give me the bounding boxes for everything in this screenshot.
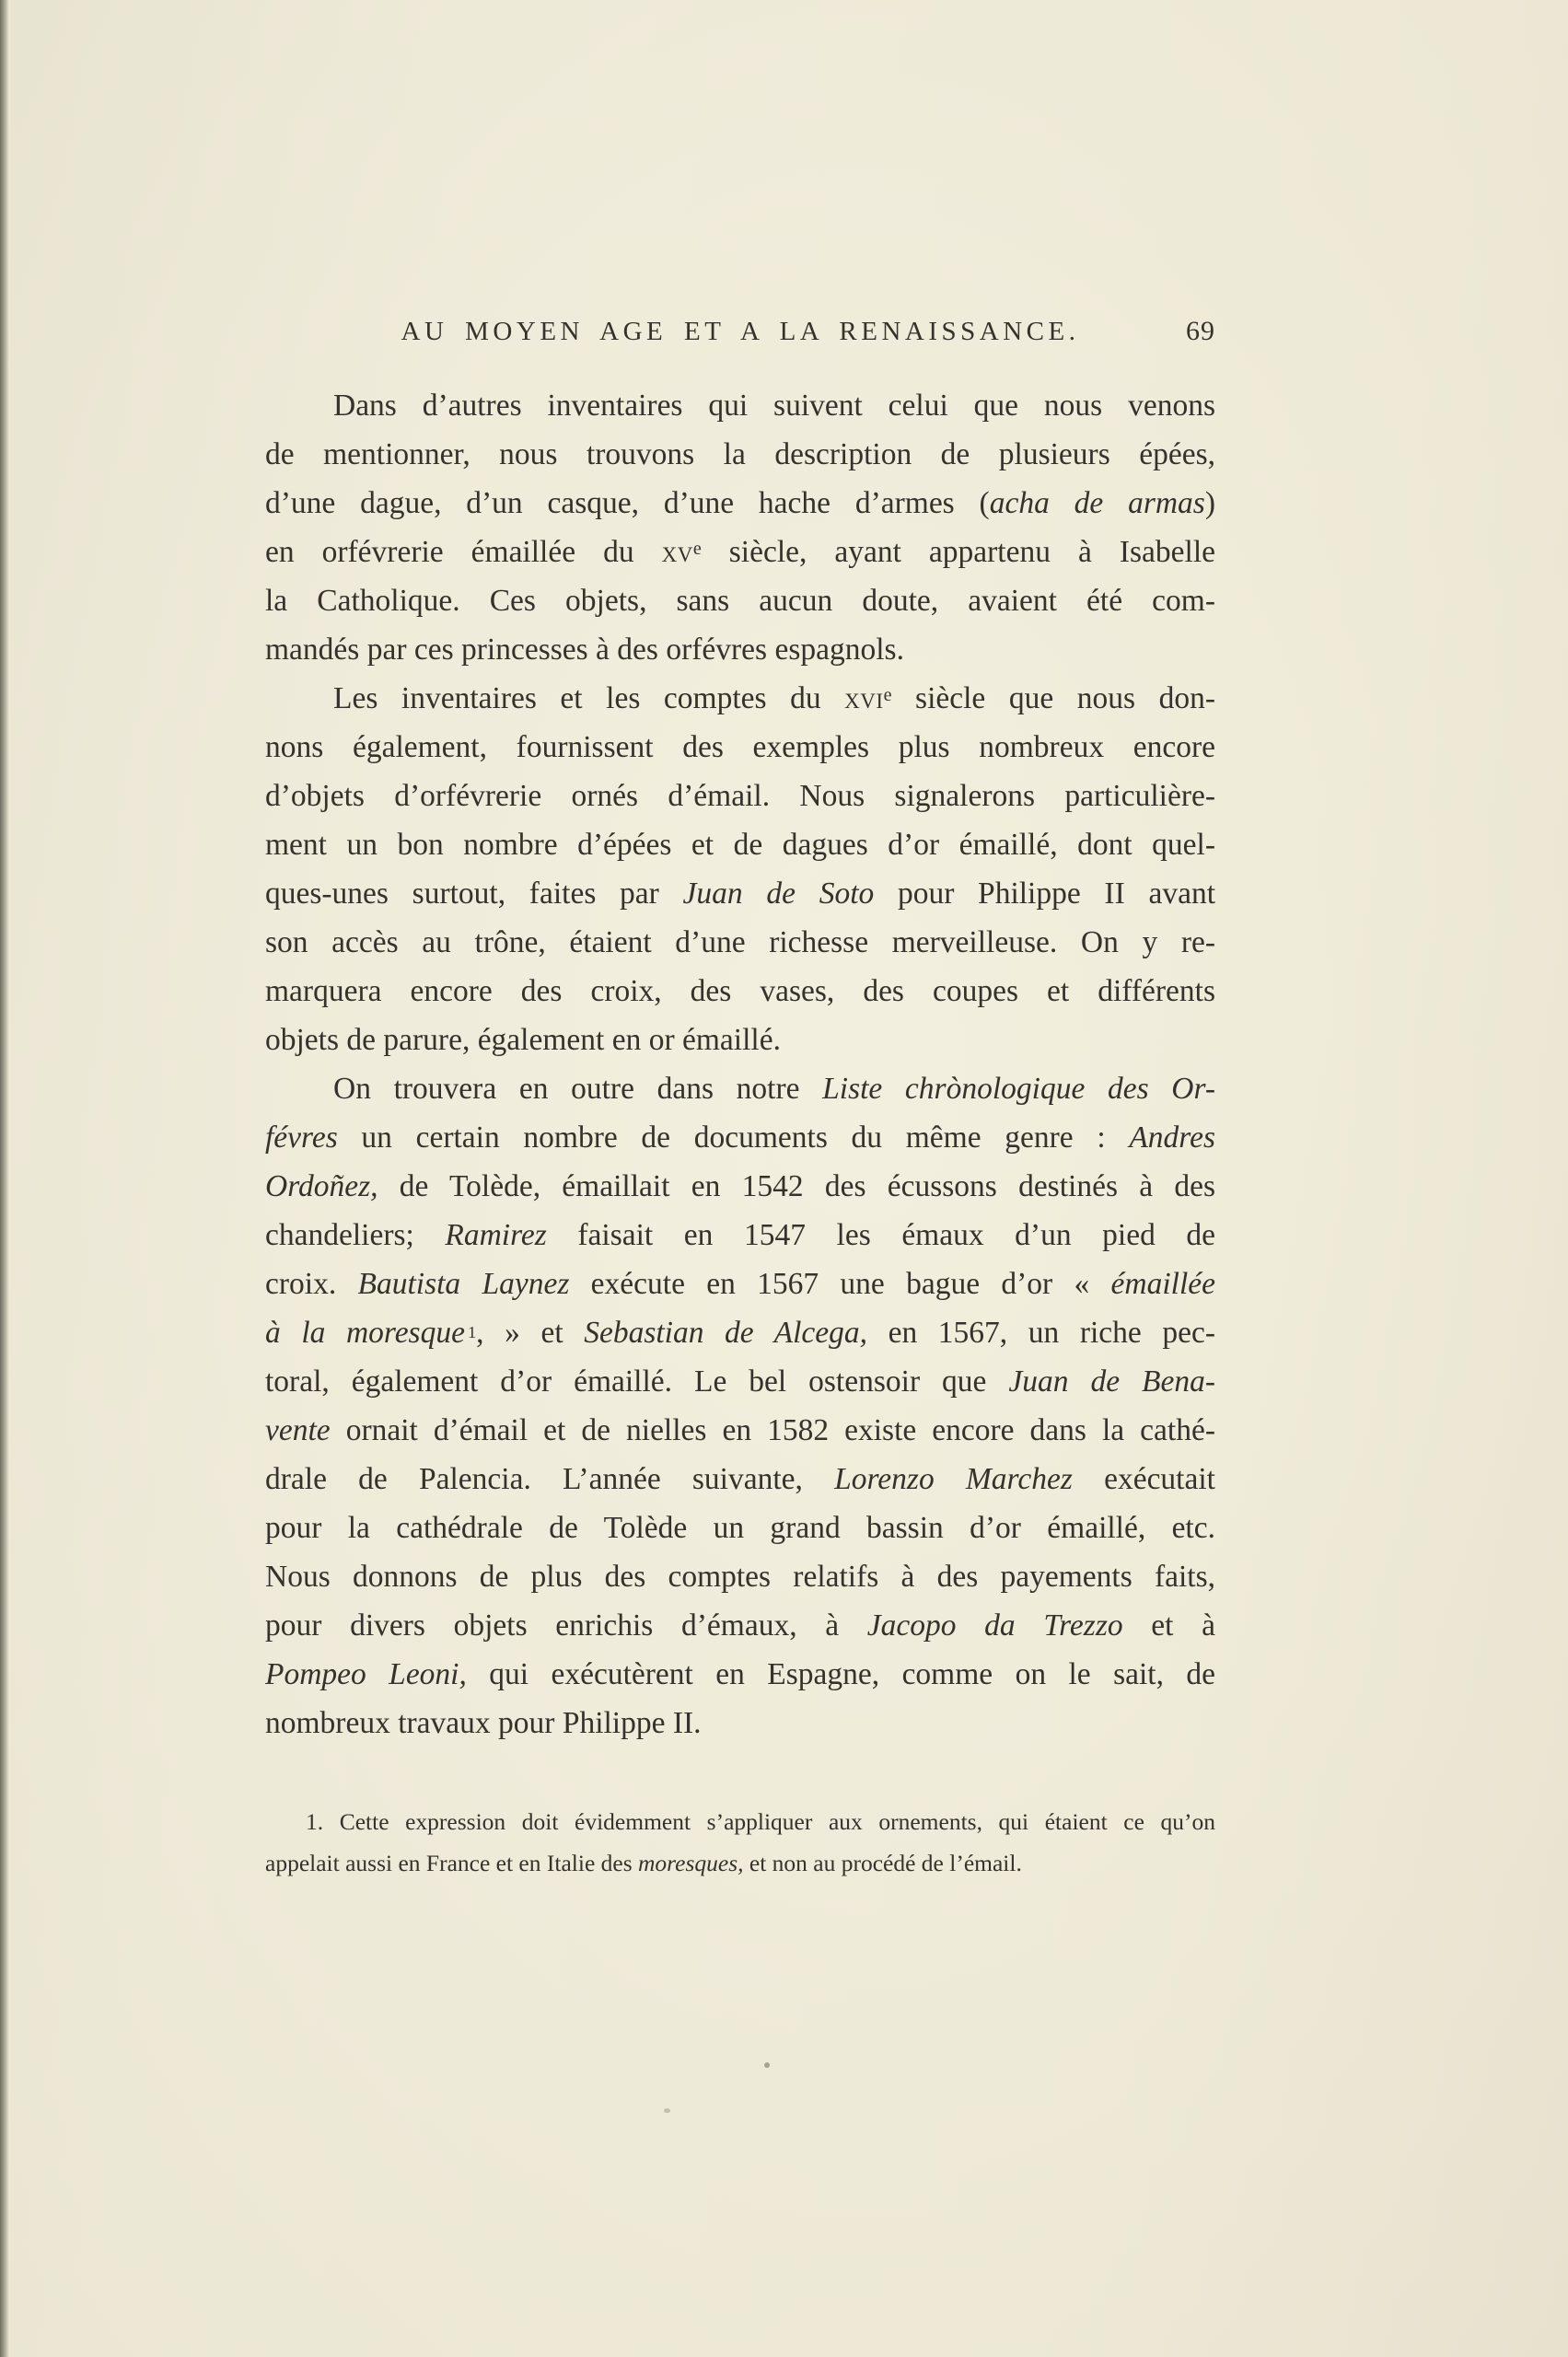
body-text	[265, 381, 1215, 1747]
italic-text: acha de armas	[989, 486, 1205, 520]
text-segment: pour Philippe II avant	[874, 877, 1215, 911]
running-header-title: AU MOYEN AGE ET A LA RENAISSANCE.	[401, 317, 1080, 346]
text-segment: ornait d’émail et de nielles en 1582 existe encore dans la cathé-	[330, 1413, 1215, 1447]
italic-text: Juan de Soto	[682, 877, 875, 911]
italic-text: émaillée	[1110, 1267, 1215, 1301]
text-line	[265, 1211, 1215, 1260]
italic-text: Jacopo da Trezzo	[866, 1608, 1123, 1643]
text-segment: de Tolède, émaillait en 1542 des écussons destinés à des	[377, 1169, 1215, 1203]
text-segment: en 1567, un riche pec-	[867, 1316, 1215, 1350]
text-segment: nombreux travaux pour Philippe II.	[265, 1706, 702, 1740]
text-segment: On trouvera en outre dans notre	[333, 1072, 823, 1106]
text-segment: pour divers objets enrichis d’émaux, à	[265, 1608, 867, 1643]
footnote-line	[265, 1801, 1215, 1842]
text-segment: )	[1204, 486, 1215, 520]
text-segment: son accès au trône, étaient d’une richesse merveilleuse. On y re-	[265, 925, 1215, 959]
text-segment: exécutait	[1072, 1462, 1215, 1496]
text-segment: Nous donnons de plus des comptes relatifs à des payements faits,	[265, 1560, 1215, 1594]
text-segment: objets de parure, également en or émaillé.	[265, 1023, 781, 1057]
text-line	[265, 1650, 1215, 1699]
text-line	[265, 479, 1215, 528]
italic-text: Ordoñez,	[265, 1169, 378, 1203]
text-segment: un certain nombre de documents du même genre :	[337, 1120, 1130, 1155]
text-line	[265, 1406, 1215, 1455]
italic-text: févres	[265, 1120, 338, 1155]
text-segment: Dans d’autres inventaires qui suivent celui que nous venons	[333, 389, 1215, 423]
text-segment: appelait aussi en France et en Italie des	[265, 1850, 638, 1876]
text-line	[265, 381, 1215, 430]
text-segment: chandeliers;	[265, 1218, 446, 1252]
italic-text: Bautista Laynez	[357, 1267, 570, 1301]
text-segment: siècle, ayant appartenu à Isabelle	[701, 535, 1215, 569]
page-number: 69	[1186, 316, 1215, 346]
paragraph	[265, 674, 1215, 1064]
italic-text: Liste chrònologique des Or-	[822, 1072, 1215, 1106]
text-segment: marquera encore des croix, des vases, des coupes et différents	[265, 974, 1215, 1008]
italic-text: à la moresque	[265, 1316, 465, 1350]
text-segment: xvi	[844, 681, 884, 715]
text-segment: toral, également d’or émaillé. Le bel ostensoir que	[265, 1364, 1009, 1399]
text-segment: de mentionner, nous trouvons la description de plusieurs épées,	[265, 437, 1215, 471]
text-line	[265, 1552, 1215, 1601]
paragraph	[265, 1064, 1215, 1747]
text-line	[265, 430, 1215, 479]
text-line	[265, 772, 1215, 820]
text-line	[265, 674, 1215, 723]
text-segment: pour la cathédrale de Tolède un grand bassin d’or émaillé, etc.	[265, 1511, 1215, 1545]
text-line	[265, 1308, 1215, 1357]
text-segment: mandés par ces princesses à des orfévres espagnols.	[265, 633, 904, 667]
text-line	[265, 1504, 1215, 1552]
text-line	[265, 1162, 1215, 1211]
italic-text: Juan de Bena-	[1008, 1364, 1215, 1399]
text-segment: la Catholique. Ces objets, sans aucun doute, avaient été com-	[265, 584, 1215, 618]
italic-text: Andres	[1129, 1120, 1215, 1155]
footnote	[265, 1801, 1215, 1884]
italic-text: Ramirez	[445, 1218, 547, 1252]
text-segment: croix.	[265, 1267, 358, 1301]
text-line	[265, 1699, 1215, 1747]
text-segment: , » et	[476, 1316, 585, 1350]
text-segment: nons également, fournissent des exemples plus nombreux encore	[265, 730, 1215, 764]
text-line	[265, 1016, 1215, 1064]
text-segment: 1	[467, 1323, 477, 1342]
text-line	[265, 967, 1215, 1016]
text-segment: faisait en 1547 les émaux d’un pied de	[546, 1218, 1215, 1252]
text-line	[265, 820, 1215, 869]
italic-text: Lorenzo Marchez	[834, 1462, 1073, 1496]
text-segment: d’une dague, d’un casque, d’une hache d’armes (	[265, 486, 990, 520]
text-segment: drale de Palencia. L’année suivante,	[265, 1462, 835, 1496]
text-line	[265, 1260, 1215, 1308]
text-line	[265, 1113, 1215, 1162]
text-line	[265, 869, 1215, 918]
binding-edge-shadow	[0, 0, 10, 2357]
text-line	[265, 528, 1215, 576]
text-segment: qui exécutèrent en Espagne, comme on le sait, de	[466, 1657, 1215, 1691]
text-segment: ment un bon nombre d’épées et de dagues d’or émaillé, dont quel-	[265, 828, 1215, 862]
text-line	[265, 1601, 1215, 1650]
footnote-line	[265, 1842, 1215, 1884]
paragraph	[265, 381, 1215, 674]
text-segment: siècle que nous don-	[891, 681, 1215, 715]
text-segment: 1. Cette expression doit évidemment s’appliquer aux ornements, qui étaient ce qu’on	[306, 1808, 1215, 1835]
text-line	[265, 1455, 1215, 1504]
ink-speck	[764, 2062, 770, 2068]
italic-text: vente	[265, 1413, 331, 1447]
text-segment: exécute en 1567 une bague d’or «	[569, 1267, 1111, 1301]
text-line	[265, 918, 1215, 967]
text-line	[265, 1357, 1215, 1406]
italic-text: Pompeo Leoni,	[265, 1657, 467, 1691]
italic-text: Sebastian de Alcega,	[584, 1316, 868, 1350]
text-segment: et non au procédé de l’émail.	[743, 1850, 1022, 1876]
text-segment: en orfévrerie émaillée du	[265, 535, 662, 569]
text-line	[265, 723, 1215, 772]
text-segment: Les inventaires et les comptes du	[333, 681, 845, 715]
text-segment: et à	[1122, 1608, 1215, 1643]
text-line	[265, 625, 1215, 674]
running-header	[265, 311, 1215, 352]
text-segment: e	[692, 538, 702, 559]
text-line	[265, 1064, 1215, 1113]
text-line	[265, 576, 1215, 625]
ink-speck	[664, 2108, 670, 2113]
italic-text: moresques,	[638, 1850, 744, 1876]
text-segment: e	[883, 684, 892, 705]
text-segment: ques-unes surtout, faites par	[265, 877, 683, 911]
text-segment: xv	[661, 535, 693, 569]
text-segment: d’objets d’orfévrerie ornés d’émail. Nous signalerons particulière-	[265, 779, 1215, 813]
